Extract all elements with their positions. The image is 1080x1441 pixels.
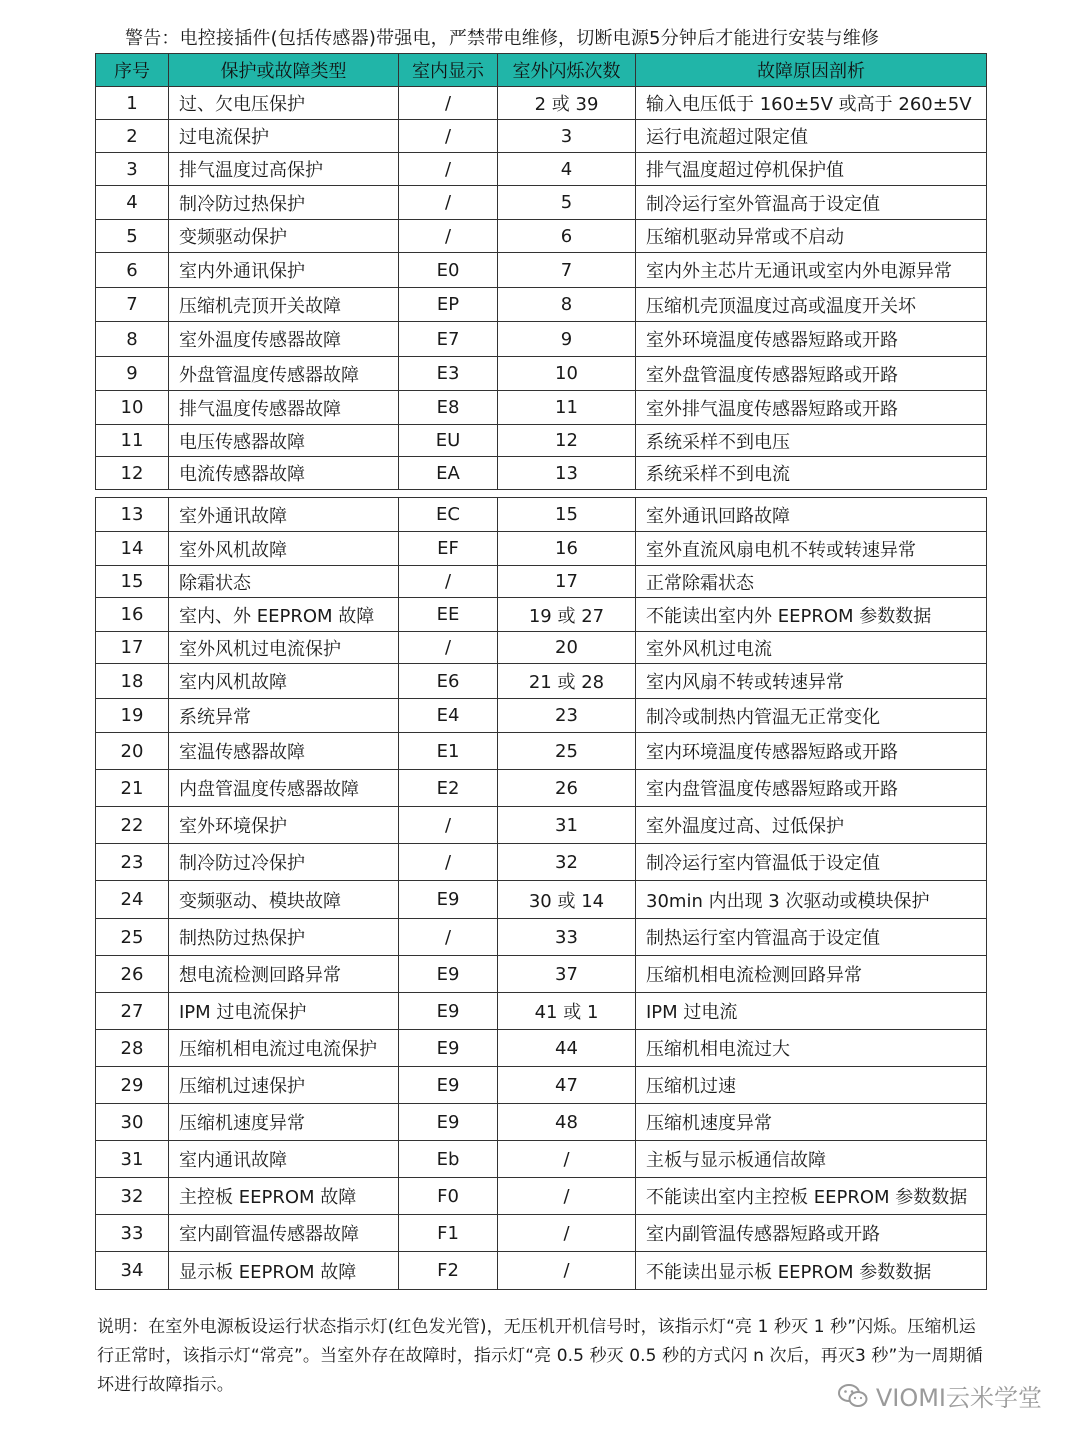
cell-cause-analysis: 压缩机过速 [636,1067,987,1104]
watermark-label: VIOMI云米学堂 [875,1384,1042,1412]
cell-fault-type: 除霜状态 [169,566,399,598]
cell-fault-type: 室外通讯故障 [169,498,399,532]
table-row [96,391,987,425]
table-body-part1 [96,87,987,490]
cell-cause-analysis: 压缩机驱动异常或不启动 [636,220,987,253]
cell-indoor-display: EP [399,288,498,322]
cell-indoor-display: F1 [399,1215,498,1252]
table-row [96,186,987,220]
cell-indoor-display: / [399,153,498,186]
cell-outdoor-flash-count: 15 [498,498,636,532]
cell-cause-analysis: 不能读出显示板 EEPROM 参数数据 [636,1252,987,1290]
cell-outdoor-flash-count: / [498,1252,636,1290]
cell-fault-type: 过电流保护 [169,120,399,153]
cell-cause-analysis: 输入电压低于 160±5V 或高于 260±5V [636,87,987,120]
table-row [96,322,987,357]
cell-outdoor-flash-count: 10 [498,357,636,391]
cell-indoor-display: E0 [399,253,498,288]
cell-seq: 1 [96,87,169,120]
cell-outdoor-flash-count: 44 [498,1030,636,1067]
cell-fault-type: 室内外通讯保护 [169,253,399,288]
cell-fault-type: 制冷防过冷保护 [169,844,399,881]
cell-seq: 21 [96,770,169,807]
cell-cause-analysis: 30min 内出现 3 次驱动或模块保护 [636,881,987,919]
cell-cause-analysis: 室外环境温度传感器短路或开路 [636,322,987,357]
cell-fault-type: 压缩机速度异常 [169,1104,399,1141]
cell-outdoor-flash-count: 3 [498,120,636,153]
cell-indoor-display: F0 [399,1178,498,1215]
table-row [96,87,987,120]
cell-fault-type: 显示板 EEPROM 故障 [169,1252,399,1290]
cell-cause-analysis: 制冷运行室外管温高于设定值 [636,186,987,220]
cell-seq: 15 [96,566,169,598]
cell-cause-analysis: 室外通讯回路故障 [636,498,987,532]
cell-outdoor-flash-count: / [498,1141,636,1178]
cell-fault-type: 室外风机故障 [169,532,399,566]
table-row [96,919,987,956]
cell-indoor-display: / [399,566,498,598]
cell-seq: 11 [96,425,169,457]
cell-indoor-display: E9 [399,956,498,993]
cell-fault-type: 制热防过热保护 [169,919,399,956]
table-row [96,498,987,532]
cell-fault-type: 主控板 EEPROM 故障 [169,1178,399,1215]
cell-outdoor-flash-count: / [498,1215,636,1252]
table-row [96,598,987,632]
cell-cause-analysis: 排气温度超过停机保护值 [636,153,987,186]
cell-cause-analysis: 制热运行室内管温高于设定值 [636,919,987,956]
cell-seq: 27 [96,993,169,1030]
cell-fault-type: 压缩机相电流过电流保护 [169,1030,399,1067]
header-fault-type: 保护或故障类型 [169,54,399,87]
cell-indoor-display: EE [399,598,498,632]
cell-fault-type: 电流传感器故障 [169,457,399,490]
cell-cause-analysis: 室外温度过高、过低保护 [636,807,987,844]
cell-indoor-display: E7 [399,322,498,357]
fault-code-table-part1 [95,53,987,490]
cell-seq: 16 [96,598,169,632]
cell-indoor-display: F2 [399,1252,498,1290]
cell-seq: 22 [96,807,169,844]
cell-indoor-display: E9 [399,1030,498,1067]
cell-cause-analysis: 正常除霜状态 [636,566,987,598]
cell-indoor-display: E4 [399,699,498,733]
cell-fault-type: 外盘管温度传感器故障 [169,357,399,391]
table-row [96,844,987,881]
cell-fault-type: 变频驱动、模块故障 [169,881,399,919]
cell-indoor-display: E9 [399,881,498,919]
cell-seq: 13 [96,498,169,532]
cell-cause-analysis: 运行电流超过限定值 [636,120,987,153]
table-row [96,1067,987,1104]
cell-seq: 33 [96,1215,169,1252]
table-row [96,807,987,844]
cell-fault-type: IPM 过电流保护 [169,993,399,1030]
cell-fault-type: 压缩机过速保护 [169,1067,399,1104]
cell-fault-type: 排气温度传感器故障 [169,391,399,425]
cell-outdoor-flash-count: 6 [498,220,636,253]
watermark [838,1378,1042,1413]
explanation-note: 说明：在室外电源板设运行状态指示灯(红色发光管)，无压机开机信号时，该指示灯“亮 1 秒灭 1 秒”闪烁。压缩机运行正常时，该指示灯“常亮”。当室外存在故障时，指示灯“亮 0.5 秒灭 0.5 秒的方式闪 n 次后，再灭3 秒”为一周期循坏进行故障指示。 [97,1317,983,1395]
cell-indoor-display: E3 [399,357,498,391]
header-outdoor-flash-count: 室外闪烁次数 [498,54,636,87]
cell-indoor-display: E9 [399,993,498,1030]
cell-outdoor-flash-count: 33 [498,919,636,956]
cell-seq: 12 [96,457,169,490]
cell-indoor-display: E6 [399,664,498,699]
cell-indoor-display: / [399,632,498,664]
table-row [96,632,987,664]
cell-fault-type: 室外风机过电流保护 [169,632,399,664]
cell-outdoor-flash-count: 9 [498,322,636,357]
cell-outdoor-flash-count: 8 [498,288,636,322]
cell-cause-analysis: 制冷或制热内管温无正常变化 [636,699,987,733]
cell-seq: 31 [96,1141,169,1178]
cell-cause-analysis: 室外直流风扇电机不转或转速异常 [636,532,987,566]
cell-fault-type: 内盘管温度传感器故障 [169,770,399,807]
cell-outdoor-flash-count: 26 [498,770,636,807]
cell-outdoor-flash-count: 13 [498,457,636,490]
cell-cause-analysis: 室外盘管温度传感器短路或开路 [636,357,987,391]
cell-outdoor-flash-count: 31 [498,807,636,844]
cell-cause-analysis: 室内副管温传感器短路或开路 [636,1215,987,1252]
cell-outdoor-flash-count: 20 [498,632,636,664]
table-row [96,993,987,1030]
cell-outdoor-flash-count: 11 [498,391,636,425]
cell-fault-type: 室内副管温传感器故障 [169,1215,399,1252]
cell-cause-analysis: 室外排气温度传感器短路或开路 [636,391,987,425]
cell-indoor-display: EU [399,425,498,457]
cell-seq: 10 [96,391,169,425]
cell-cause-analysis: 室内盘管温度传感器短路或开路 [636,770,987,807]
header-seq: 序号 [96,54,169,87]
cell-outdoor-flash-count: 2 或 39 [498,87,636,120]
cell-cause-analysis: 压缩机相电流检测回路异常 [636,956,987,993]
cell-indoor-display: / [399,186,498,220]
cell-indoor-display: / [399,220,498,253]
cell-indoor-display: / [399,919,498,956]
cell-cause-analysis: IPM 过电流 [636,993,987,1030]
cell-cause-analysis: 室内风扇不转或转速异常 [636,664,987,699]
cell-outdoor-flash-count: 7 [498,253,636,288]
cell-seq: 32 [96,1178,169,1215]
warning-text: 警告：电控接插件(包括传感器)带强电，严禁带电维修，切断电源5分钟后才能进行安装与维修 [125,28,880,49]
table-row [96,1030,987,1067]
cell-outdoor-flash-count: 17 [498,566,636,598]
cell-outdoor-flash-count: 37 [498,956,636,993]
cell-seq: 18 [96,664,169,699]
cell-cause-analysis: 室外风机过电流 [636,632,987,664]
cell-outdoor-flash-count: 5 [498,186,636,220]
cell-cause-analysis: 系统采样不到电流 [636,457,987,490]
table-row [96,956,987,993]
cell-fault-type: 室内、外 EEPROM 故障 [169,598,399,632]
cell-outdoor-flash-count: 19 或 27 [498,598,636,632]
cell-fault-type: 室温传感器故障 [169,733,399,770]
cell-seq: 19 [96,699,169,733]
cell-outdoor-flash-count: 32 [498,844,636,881]
cell-seq: 9 [96,357,169,391]
cell-seq: 7 [96,288,169,322]
cell-seq: 24 [96,881,169,919]
cell-outdoor-flash-count: / [498,1178,636,1215]
cell-outdoor-flash-count: 41 或 1 [498,993,636,1030]
cell-fault-type: 想电流检测回路异常 [169,956,399,993]
cell-seq: 29 [96,1067,169,1104]
cell-outdoor-flash-count: 23 [498,699,636,733]
cell-cause-analysis: 不能读出室内外 EEPROM 参数数据 [636,598,987,632]
cell-outdoor-flash-count: 30 或 14 [498,881,636,919]
cell-fault-type: 电压传感器故障 [169,425,399,457]
cell-indoor-display: Eb [399,1141,498,1178]
cell-fault-type: 室内通讯故障 [169,1141,399,1178]
cell-outdoor-flash-count: 12 [498,425,636,457]
table-row [96,1178,987,1215]
table-row [96,457,987,490]
table-row [96,881,987,919]
cell-fault-type: 室外温度传感器故障 [169,322,399,357]
cell-indoor-display: EA [399,457,498,490]
table-row [96,1141,987,1178]
cell-indoor-display: E9 [399,1104,498,1141]
cell-seq: 2 [96,120,169,153]
cell-indoor-display: / [399,87,498,120]
cell-indoor-display: EF [399,532,498,566]
cell-indoor-display: E2 [399,770,498,807]
table-row [96,1104,987,1141]
cell-indoor-display: E8 [399,391,498,425]
cell-cause-analysis: 室内外主芯片无通讯或室内外电源异常 [636,253,987,288]
table-row [96,532,987,566]
cell-seq: 23 [96,844,169,881]
table-row [96,1215,987,1252]
cell-fault-type: 变频驱动保护 [169,220,399,253]
cell-seq: 6 [96,253,169,288]
cell-seq: 3 [96,153,169,186]
header-cause-analysis: 故障原因剖析 [636,54,987,87]
cell-seq: 26 [96,956,169,993]
table-row [96,153,987,186]
cell-seq: 30 [96,1104,169,1141]
cell-fault-type: 制冷防过热保护 [169,186,399,220]
cell-fault-type: 室内风机故障 [169,664,399,699]
table-row [96,288,987,322]
cell-outdoor-flash-count: 4 [498,153,636,186]
cell-fault-type: 排气温度过高保护 [169,153,399,186]
table-row [96,220,987,253]
cell-cause-analysis: 压缩机速度异常 [636,1104,987,1141]
cell-seq: 20 [96,733,169,770]
cell-indoor-display: / [399,844,498,881]
table-row [96,1252,987,1290]
cell-fault-type: 压缩机壳顶开关故障 [169,288,399,322]
cell-outdoor-flash-count: 16 [498,532,636,566]
cell-fault-type: 室外环境保护 [169,807,399,844]
table-body-part2 [96,498,987,1290]
cell-outdoor-flash-count: 21 或 28 [498,664,636,699]
cell-cause-analysis: 主板与显示板通信故障 [636,1141,987,1178]
header-indoor-display: 室内显示 [399,54,498,87]
cell-indoor-display: / [399,807,498,844]
cell-cause-analysis: 压缩机壳顶温度过高或温度开关坏 [636,288,987,322]
table-row [96,699,987,733]
table-row [96,357,987,391]
cell-cause-analysis: 不能读出室内主控板 EEPROM 参数数据 [636,1178,987,1215]
fault-code-table-part2 [95,497,987,1290]
cell-seq: 14 [96,532,169,566]
cell-seq: 28 [96,1030,169,1067]
table-row [96,253,987,288]
cell-cause-analysis: 室内环境温度传感器短路或开路 [636,733,987,770]
cell-seq: 8 [96,322,169,357]
cell-fault-type: 过、欠电压保护 [169,87,399,120]
table-row [96,425,987,457]
table-header-row [96,54,987,87]
cell-outdoor-flash-count: 47 [498,1067,636,1104]
cell-cause-analysis: 系统采样不到电压 [636,425,987,457]
table-row [96,566,987,598]
cell-indoor-display: E9 [399,1067,498,1104]
cell-outdoor-flash-count: 48 [498,1104,636,1141]
cell-seq: 4 [96,186,169,220]
cell-cause-analysis: 压缩机相电流过大 [636,1030,987,1067]
table-row [96,120,987,153]
cell-indoor-display: E1 [399,733,498,770]
table-row [96,770,987,807]
table-row [96,664,987,699]
cell-seq: 25 [96,919,169,956]
cell-seq: 5 [96,220,169,253]
cell-outdoor-flash-count: 25 [498,733,636,770]
cell-seq: 34 [96,1252,169,1290]
wechat-icon [838,1383,868,1409]
cell-indoor-display: / [399,120,498,153]
cell-fault-type: 系统异常 [169,699,399,733]
cell-seq: 17 [96,632,169,664]
cell-indoor-display: EC [399,498,498,532]
table-row [96,733,987,770]
cell-cause-analysis: 制冷运行室内管温低于设定值 [636,844,987,881]
